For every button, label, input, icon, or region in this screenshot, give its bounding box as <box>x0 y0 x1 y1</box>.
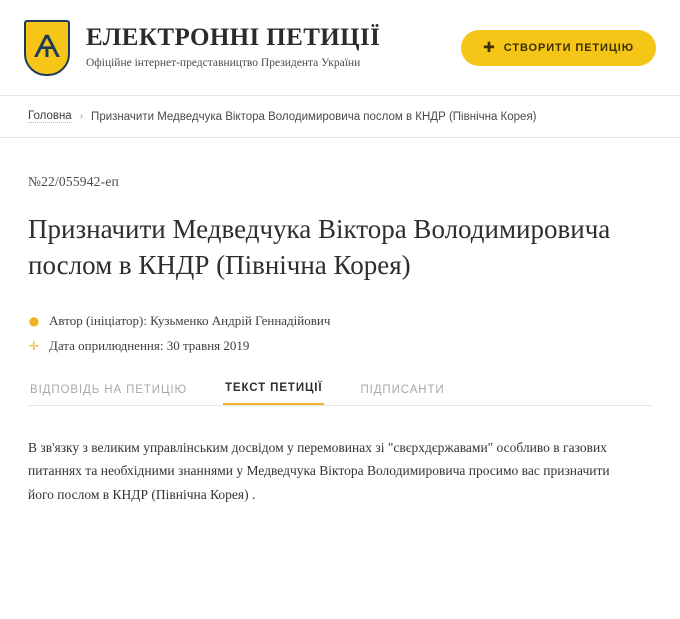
tab-response[interactable]: ВІДПОВІДЬ НА ПЕТИЦІЮ <box>30 384 187 397</box>
meta-author-text: Автор (ініціатор): Кузьменко Андрій Геннадійович <box>49 313 331 329</box>
meta-author-row <box>28 313 652 329</box>
breadcrumb-home-link[interactable]: Головна <box>28 110 72 122</box>
breadcrumb <box>0 96 680 138</box>
site-title: ЕЛЕКТРОННІ ПЕТИЦІЇ <box>86 23 381 51</box>
tab-signatories[interactable]: ПІДПИСАНТИ <box>360 384 445 397</box>
chevron-right-icon: › <box>79 111 84 122</box>
trident-glyph: Ѧ <box>33 29 61 65</box>
brand-block <box>86 24 380 71</box>
create-petition-label: СТВОРИТИ ПЕТИЦІЮ <box>503 41 634 54</box>
petition-tabs <box>28 382 652 406</box>
create-petition-button[interactable] <box>461 30 656 66</box>
meta-date-row <box>28 338 652 354</box>
tab-petition-text[interactable]: ТЕКСТ ПЕТИЦІЇ <box>223 382 325 405</box>
breadcrumb-current: Призначити Медведчука Віктора Володимировича послом в КНДР (Північна Корея) <box>91 110 537 123</box>
meta-date-text: Дата оприлюднення: 30 травня 2019 <box>49 338 250 354</box>
user-icon: ● <box>28 314 40 329</box>
site-header <box>0 0 680 96</box>
site-subtitle: Офіційне інтернет-представництво Президента України <box>86 57 361 70</box>
ukraine-trident-emblem-icon <box>24 20 70 76</box>
petition-number: №22/055942-еп <box>28 174 119 189</box>
main-content <box>0 138 680 506</box>
calendar-icon: ✛ <box>28 339 40 354</box>
plus-icon: ✚ <box>483 39 496 56</box>
petition-body-text: В зв'язку з великим управлінським досвідом у перемовинах зі "свєрхдєржавами" особливо в газових питаннях та необхідними знаннями у Медведчука Віктора Володимировича просимо вас призначити його послом в КНДР (Північна Корея) . <box>28 440 610 502</box>
page-title: Призначити Медведчука Віктора Володимировича послом в КНДР (Північна Корея) <box>28 214 611 280</box>
petition-meta <box>28 313 652 354</box>
